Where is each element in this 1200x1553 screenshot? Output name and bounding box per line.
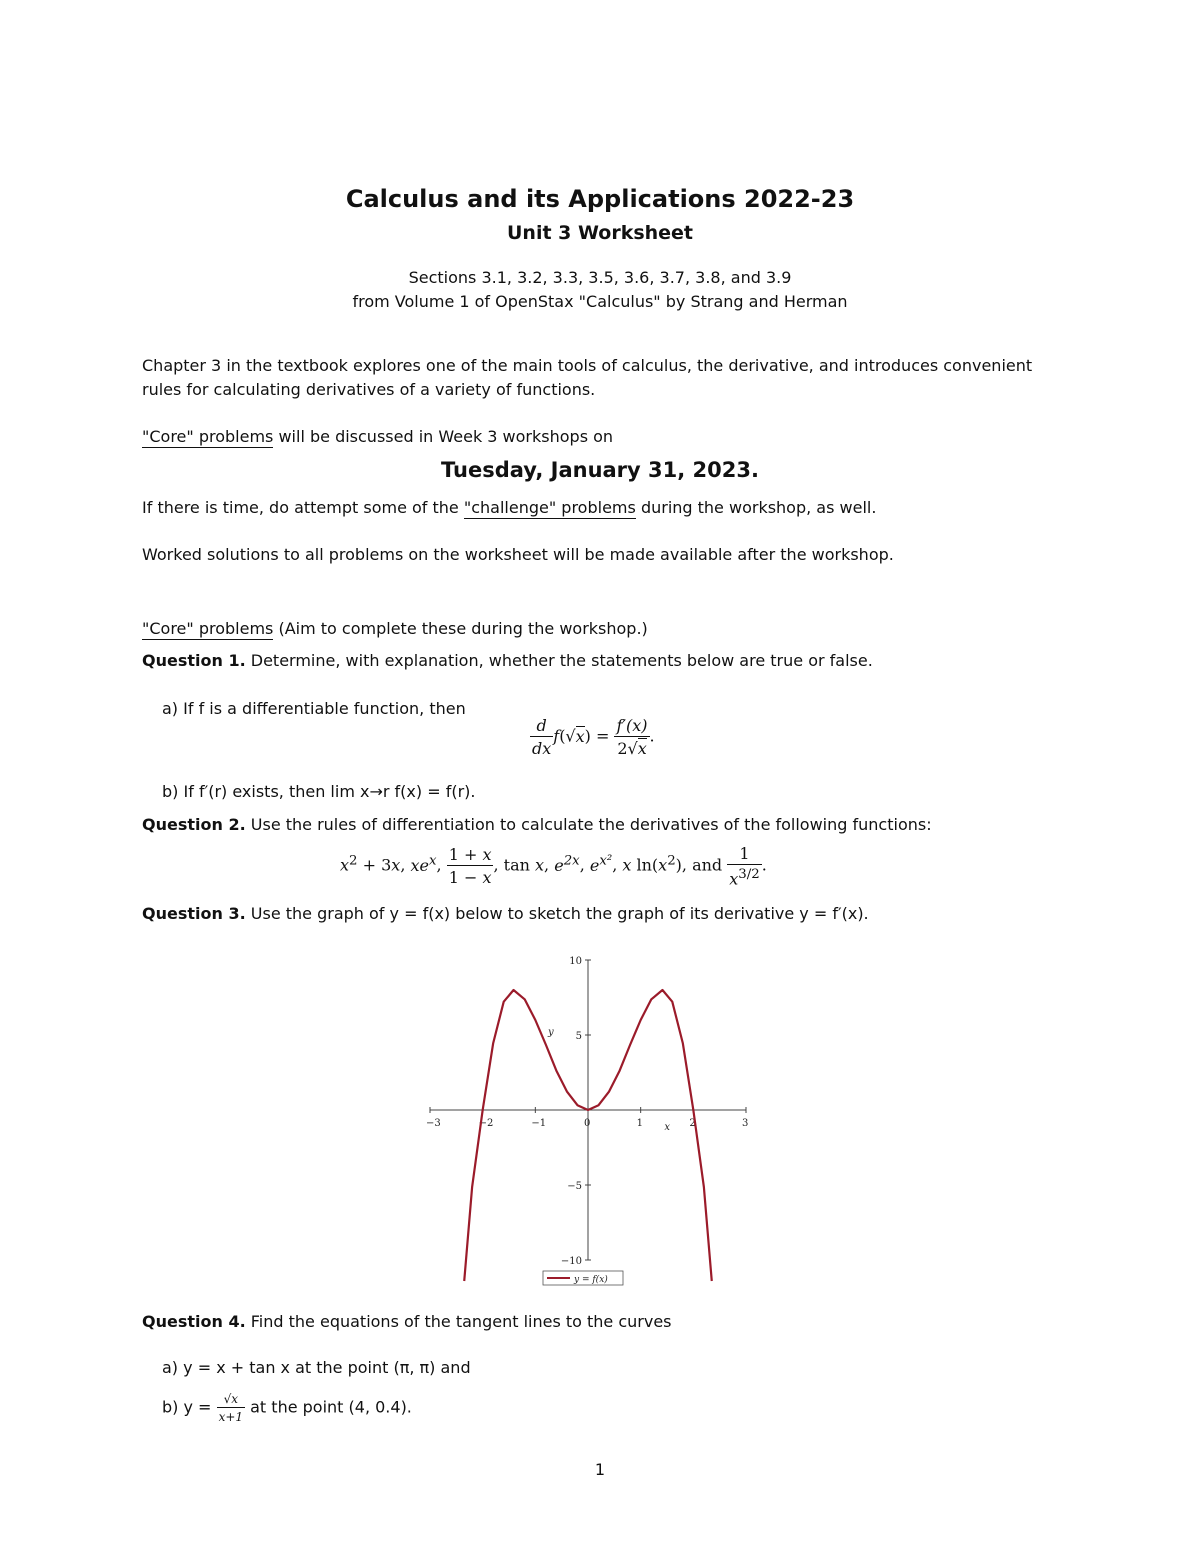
question-4b-label: b) — [162, 1397, 179, 1417]
core-intro-line — [142, 427, 613, 446]
source-line: from Volume 1 of OpenStax "Calculus" by Strang and Herman — [352, 292, 848, 311]
question-4b: b) y = $\frac{√x}{x+1}$ at the point (4, 0.4). — [162, 1392, 412, 1424]
x-tick-label: 3 — [742, 1118, 749, 1129]
challenge-line — [142, 498, 876, 517]
question-2-label: Question 2. — [142, 815, 246, 834]
intro-line-2: rules for calculating derivatives of a variety of functions. — [142, 380, 596, 399]
core-intro-text: will be discussed in Week 3 workshops on — [278, 427, 614, 446]
question-1b — [162, 782, 475, 801]
y-tick-label: −10 — [560, 1256, 582, 1267]
question-4a-label: a) — [162, 1358, 179, 1377]
question-4b-pre: y = — [183, 1397, 212, 1417]
x-tick-label: −3 — [426, 1118, 441, 1129]
challenge-problems-label: "challenge" problems — [463, 498, 636, 517]
sections-line: Sections 3.1, 3.2, 3.3, 3.5, 3.6, 3.7, 3.8, and 3.9 — [408, 268, 792, 287]
question-1 — [142, 651, 873, 670]
question-1b-label: b) — [162, 782, 179, 801]
question-4a — [162, 1358, 471, 1377]
page-subtitle: Unit 3 Worksheet — [506, 222, 694, 244]
y-tick-label: 5 — [575, 1031, 582, 1042]
page-number: 1 — [594, 1460, 606, 1479]
y-tick-label: 10 — [569, 956, 582, 967]
core-section-note: (Aim to complete these during the workshop.) — [278, 619, 648, 638]
question-2-functions: $x^2 + 3x$, $xe^x$, $\frac{1 + x}{1 - x}$ , tan x, $e^{2x}$, $e^{x^2}$, x $\ln(x^2)$, and $\frac{1}{x^{3/2}}$ . — [340, 844, 767, 889]
challenge-pre: If there is time, do attempt some of the — [142, 498, 459, 517]
core-section-label: "Core" problems — [142, 619, 274, 638]
core-problems-link: "Core" problems — [142, 427, 274, 446]
question-4 — [142, 1312, 672, 1331]
workshop-date: Tuesday, January 31, 2023. — [441, 458, 759, 482]
x-tick-label: 2 — [689, 1118, 696, 1129]
question-4b-post: at the point (4, 0.4). — [250, 1397, 412, 1417]
core-section-heading — [142, 619, 648, 638]
page-title: Calculus and its Applications 2022-23 — [345, 185, 855, 213]
question-3-text: Use the graph of y = f(x) below to sketch the graph of its derivative y = f′(x). — [250, 904, 869, 923]
question-1a-text: If f is a differentiable function, then — [183, 699, 466, 718]
x-tick-label: −2 — [478, 1118, 494, 1129]
question-1-label: Question 1. — [142, 651, 246, 670]
x-tick-label: 1 — [636, 1118, 644, 1129]
y-axis-label: y — [548, 1027, 554, 1038]
y-tick-label: −5 — [567, 1181, 582, 1192]
x-axis-label: x — [664, 1122, 671, 1133]
question-2 — [142, 815, 932, 834]
solutions-line: Worked solutions to all problems on the worksheet will be made available after the workshop. — [142, 545, 894, 564]
question-1a-label: a) — [162, 699, 179, 718]
question-1a-formula: $\frac{d}{dx}$ f(√x) = $\frac{f'(x)}{2√x}$ . — [532, 716, 655, 758]
question-1-text: Determine, with explanation, whether the statements below are true or false. — [250, 651, 873, 670]
question-1b-text: If f′(r) exists, then lim x→r f(x) = f(r). — [183, 782, 476, 801]
question-4a-text: y = x + tan x at the point (π, π) and — [183, 1358, 471, 1377]
intro-line-1: Chapter 3 in the textbook explores one of the main tools of calculus, the derivative, and introduces convenient — [142, 356, 1033, 375]
legend-label: y = f(x) — [574, 1275, 608, 1285]
question-3 — [142, 904, 869, 923]
challenge-post: during the workshop, as well. — [640, 498, 877, 517]
function-graph — [400, 945, 770, 1290]
question-4-text: Find the equations of the tangent lines to the curves — [250, 1312, 672, 1331]
question-2-text: Use the rules of differentiation to calculate the derivatives of the following functions: — [250, 815, 932, 834]
x-tick-label: −1 — [531, 1118, 547, 1129]
question-3-label: Question 3. — [142, 904, 246, 923]
question-4-label: Question 4. — [142, 1312, 246, 1331]
question-1a — [162, 699, 466, 718]
x-tick-label: 0 — [584, 1118, 591, 1129]
